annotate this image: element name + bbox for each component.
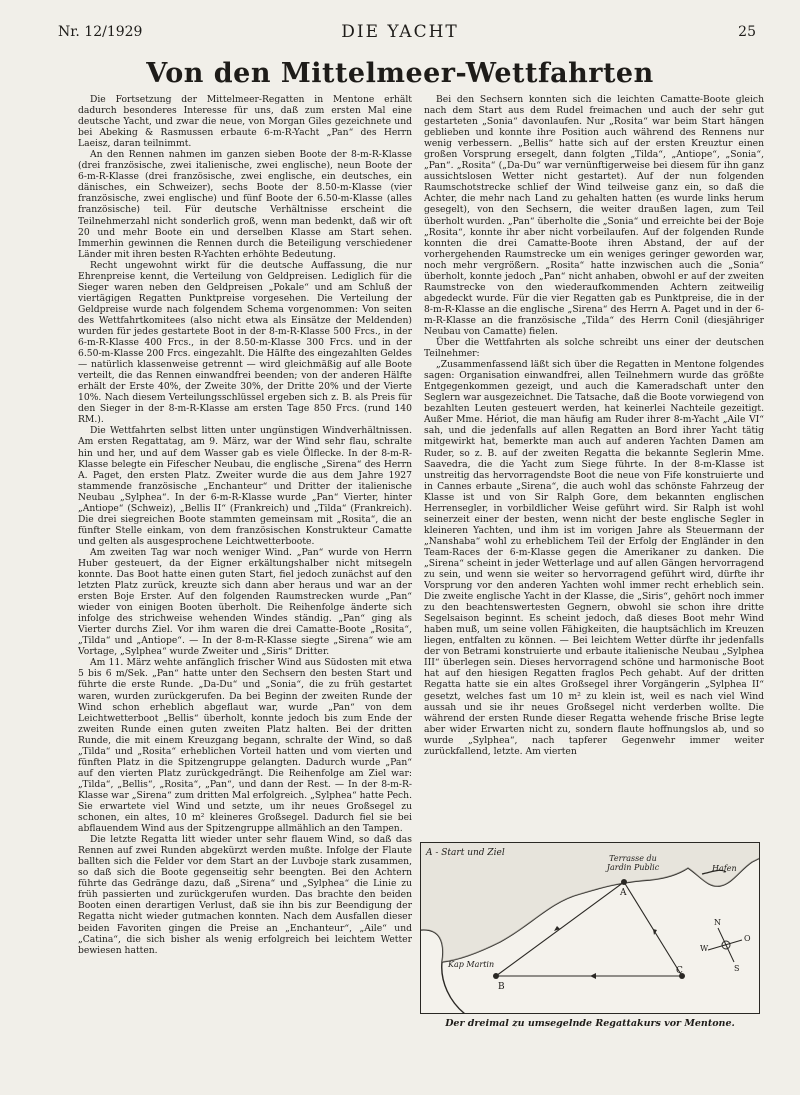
harbor-label: Hafen [712, 864, 737, 873]
terrace-label: Terrasse du Jardin Public [606, 854, 660, 872]
compass-n: N [714, 918, 721, 927]
paragraph: Über die Wettfahrten als solche schreibt uns einer der deutschen Teilnehmer: [424, 337, 764, 360]
map-legend: A - Start und Ziel [426, 848, 505, 858]
compass-w: W [700, 944, 709, 953]
paragraph: Die Fortsetzung der Mittelmeer-Regatten in Mentone erhält dadurch besonderes Interesse für uns, daß zum ersten Mal eine deutsche Yacht, und zwar die neue, von Morgan Giles gezeichnete und bei Abeking & Rasmussen erbaute 6-m-R-Yacht „Pan“ des Herrn Laeisz, daran teilnimmt. [78, 94, 412, 150]
paragraph: „Zusammenfassend läßt sich über die Regatten in Mentone folgendes sagen: Organisation einwandfrei, allen Teilnehmern wurde das größte Entgegenkommen gezeigt, und auch die Kameradschaft unter den Seglern war ausgezeichnet. Die Tatsache, daß die Boote vorwiegend von bezahlten Leuten gesteuert werden, hat keinerlei Nachteile gezeitigt. Außer Mme. Hériot, die man häufig am Ruder ihrer 8-m-Yacht „Aile VI“ sah, und die jedenfalls auf allen Regatten an Bord ihrer Yacht tätig mitgewirkt hat, bemerkte man auch auf anderen Yachten Damen am Ruder, so z. B. auf der zweiten Regatta die bekannte Seglerin Mme. Saavedra, die die Yacht zum Siege führte. In der 8-m-Klasse ist unstreitig das hervorragendste Boot die neue von Fife konstruierte und in Cannes erbaute „Sirena“, die auch wohl das schönste Fahrzeug der Klasse ist und von Sir Ralph Gore, dem bekannten englischen Herrensegler, in vorbildlicher Weise geführt wird. Sir Ralph ist wohl seinerzeit einer der besten, wenn nicht der beste englische Segler in kleineren Yachten, und ihm ist im vorigen Jahre als Steuermann der „Nanshaba“ wohl zu erheblichem Teil der Erfolg der Engländer in den Team-Races der 6-m-Klasse gegen die Amerikaner zu danken. Die „Sirena“ scheint in jeder Wetterlage und auf allen Gängen hervorragend zu sein, und wenn sie weiter so hervorragend geführt wird, dürfte ihr Vorsprung vor den anderen Yachten wohl immer recht erheblich sein. Die zweite englische Yacht in der Klasse, die „Siris“, gehört noch immer zu den beachtenswertesten Gegnern, obwohl sie schon ihre dritte Segelsaison beginnt. Es scheint jedoch, daß dieses Boot mehr Wind haben muß, um seine vollen Fähigkeiten, die hauptsächlich im Kreuzen liegen, entfalten zu können. — Bei leichtem Wetter dürfte ihr jedenfalls der von Betrami konstruierte und erbaute italienische Neubau „Sylphea III“ überlegen sein. Dieses hervorragend schöne und harmonische Boot hat auf den hiesigen Regatten fraglos Pech gehabt. Auf der dritten Regatta hatte sie ein altes Großsegel ihrer Vorgängerin „Sylphea II“ gesetzt, welches fast um 10 m² zu klein ist, weil es nach viel Wind aussah und sie ihr neues Großsegel nicht verderben wollte. Die während der ersten Runde dieser Regatta wehende frische Brise legte aber wider Erwarten nicht zu, sondern flaute hoffnungslos ab, und so wurde „Sylphea“, nach tapferer Gegenwehr immer weiter zurückfallend, letzte. Am vierten [424, 359, 764, 757]
buoy-label-b: B [498, 982, 505, 992]
map-frame [420, 842, 760, 1014]
paragraph: Am zweiten Tag war noch weniger Wind. „Pan“ wurde von Herrn Huber gesteuert, da der Eigner erkältungshalber nicht mitsegeln konnte. Das Boot hatte einen guten Start, fiel jedoch zunächst auf den letzten Platz zurück, kreuzte sich dann aber heraus und war an der ersten Boje Erster. Auf den folgenden Raumstrecken wurde „Pan“ wieder von einigen Booten überholt. Die Reihenfolge änderte sich infolge des strichweise wehenden Windes ständig. „Pan“ ging als Vierter durchs Ziel. Vor ihm waren die drei Camatte-Boote „Rosita“, „Tilda“ und „Antiope“. — In der 8-m-R-Klasse siegte „Sirena“ wie am Vortage, „Sylphea“ wurde Zweiter und „Siris“ Dritter. [78, 546, 412, 658]
compass-s: S [734, 964, 740, 973]
page-header [0, 22, 800, 46]
journal-title: DIE YACHT [341, 22, 459, 42]
buoy-label-c: C [676, 966, 683, 976]
compass-o: O [744, 934, 751, 943]
paragraph: Die Wettfahrten selbst litten unter ungünstigen Windverhältnissen. Am ersten Regattatag, am 9. März, war der Wind sehr flau, schralte hin und her, und auf dem Wasser gab es viele Ölflecke. In der 8-m-R-Klasse belegte ein Fifescher Neubau, die englische „Sirena“ des Herrn A. Paget, den ersten Platz. Zweiter wurde die aus dem Jahre 1927 stammende französische „Enchanteur“ und Dritter der italienische Neubau „Sylphea“. In der 6-m-R-Klasse wurde „Pan“ Vierter, hinter „Antiope“ (Schweiz), „Bellis II“ (Frankreich) und „Tilda“ (Frankreich). Die drei siegreichen Boote stammten gemeinsam mit „Rosita“, die an fünfter Stelle einkam, von dem französischen Konstrukteur Camatte und gelten als ausgesprochene Leichtwetterboote. [78, 425, 412, 547]
cape-label: Kap Martin [448, 960, 495, 969]
left-column [78, 94, 412, 1036]
paragraph: Bei den Sechsern konnten sich die leichten Camatte-Boote gleich nach dem Start aus dem Rudel freimachen und auch der sehr gut gestarteten „Sonia“ davonlaufen. Nur „Rosita“ war beim Start hängen geblieben und konnte ihre Position auch während des Rennens nur wenig verbessern. „Bellis“ hatte sich auf der ersten Kreuztur einen großen Vorsprung ersegelt, dann folgten „Tilda“, „Antiope“, „Sonia“, „Pan“. „Rosita“ („Da-Du“ war vernünftigerweise bei diesem für ihn ganz aussichtslosen Wetter nicht gestartet). Auf der nun folgenden Raumschotstrecke schlief der Wind teilweise ganz ein, so daß die Achter, die mehr nach Land zu gehalten hatten (es wurde links herum gesegelt), von den Sechsern, die weiter draußen lagen, zum Teil überholt wurden. „Pan“ überholte die „Sonia“ und erreichte bei der Boje „Rosita“, konnte ihr aber nicht vorbeilaufen. Auf der folgenden Runde konnten die drei Camatte-Boote ihren Abstand, der auf der vorhergehenden Raumstrecke um ein weniges geringer geworden war, noch mehr vergrößern. „Rosita“ hatte inzwischen auch die „Sonia“ überholt, konnte jedoch „Pan“ nicht anhaben, obwohl er auf der zweiten Raumstrecke von den wiederaufkommenden Achtern zeitweilig abgedeckt wurde. Für die vier Regatten gab es Punktpreise, die in der 8-m-R-Klasse an die englische „Sirena“ des Herrn A. Paget und in der 6-m-R-Klasse an die französische „Tilda“ des Herrn Conil (diesjähriger Neubau von Camatte) fielen. [424, 94, 764, 337]
paragraph: Am 11. März wehte anfänglich frischer Wind aus Südosten mit etwa 5 bis 6 m/Sek. „Pan“ hatte unter den Sechsern den besten Start und führte die erste Runde. „Da-Du“ und „Sonia“, die zu früh gestartet waren, wurden zurückgerufen. Da bei Beginn der zweiten Runde der Wind schon erheblich abgeflaut war, wurde „Pan“ von dem Leichtwetterboot „Bellis“ überholt, konnte jedoch bis zum Ende der zweiten Runde einen guten zweiten Platz halten. Bei der dritten Runde, die mit einem Kreuzgang begann, schralte der Wind, so daß „Tilda“ und „Rosita“ erheblichen Vorteil hatten und vom vierten und fünften Platz in die Spitzengruppe gelangten. Dadurch wurde „Pan“ auf den vierten Platz zurückgedrängt. Die Reihenfolge am Ziel war: „Tilda“, „Bellis“, „Rosita“, „Pan“, und dann der Rest. — In der 8-m-R-Klasse war „Sirena“ zum dritten Mal erfolgreich. „Sylphea“ hatte Pech. Sie erwartete viel Wind und setzte, um ihr neues Großsegel zu schonen, ein altes, 10 m² kleineres Großsegel. Dadurch fiel sie bei abflauendem Wind aus der Spitzengruppe allmählich an den Tampen. [78, 657, 412, 835]
issue-number: Nr. 12/1929 [58, 24, 143, 40]
right-column [424, 94, 764, 839]
paragraph: An den Rennen nahmen im ganzen sieben Boote der 8-m-R-Klasse (drei französische, zwei italienische, zwei englische), neun Boote der 6-m-R-Klasse (drei französische, zwei englische, ein deutsches, ein dänisches, ein Schweizer), sechs Boote der 8.50-m-Klasse (vier französische, zwei englische) und fünf Boote der 6.50-m-Klasse (alles französische) teil. Für deutsche Verhältnisse erscheint die Teilnehmerzahl nicht sonderlich groß, wenn man bedenkt, daß wir oft 20 und mehr Boote ein und derselben Klasse am Start sehen. Immerhin gewinnen die Rennen durch die Beteiligung verschiedener Länder mit ihren besten R-Yachten erhöhte Bedeutung. [78, 149, 412, 260]
article-title: Von den Mittelmeer-Wettfahrten [146, 58, 654, 89]
buoy-label-a: A [620, 888, 627, 898]
paragraph: Die letzte Regatta litt wieder unter sehr flauem Wind, so daß das Rennen auf zwei Runden abgekürzt werden mußte. Infolge der Flaute ballten sich die Felder vor dem Start an der Luvboje stark zusammen, so daß sich die Boote gegenseitig sehr beengten. Bei den Achtern führte das Gedränge dazu, daß „Sirena“ und „Sylphea“ die Linie zu früh passierten und zurückgerufen wurden. Das brachte den beiden Booten einen derartigen Verlust, daß sie ihn bis zur Beendigung der Regatta nicht wieder gutmachen konnten. Nach dem Ausfallen dieser beiden Favoriten gingen die Preise an „Enchanteur“, „Aile“ und „Catina“, die sich bisher als wenig erfolgreich bei leichtem Wetter bewiesen hatten. [78, 834, 412, 956]
map-caption: Der dreimal zu umsegelnde Regattakurs vor Mentone. [445, 1018, 735, 1029]
race-course-map [420, 842, 760, 1014]
page-number: 25 [738, 24, 756, 40]
paragraph: Recht ungewohnt wirkt für die deutsche Auffassung, die nur Ehrenpreise kennt, die Verteilung von Geldpreisen. Lediglich für die Sieger waren neben den Geldpreisen „Pokale“ und am Schluß der viertägigen Regatten Punktpreise vorgesehen. Die Verteilung der Geldpreise wurde nach folgendem Schema vorgenommen: Von seiten des Wettfahrtkomitees (also nicht etwa als Einsätze der Meldenden) wurden für jedes gestartete Boot in der 8-m-R-Klasse 500 Frcs., in der 6-m-R-Klasse 400 Frcs., in der 8.50-m-Klasse 300 Frcs. und in der 6.50-m-Klasse 200 Frcs. eingezahlt. Die Hälfte des eingezahlten Geldes — natürlich klassenweise getrennt — wird gleichmäßig auf alle Boote verteilt, die das Rennen einwandfrei beenden; von der anderen Hälfte erhält der Erste 40%, der Zweite 30%, der Dritte 20% und der Vierte 10%. Nach diesem Verteilungsschlüssel ergeben sich z. B. als Preis für den Sieger in der 8-m-R-Klasse am ersten Tage 850 Frcs. (rund 140 RM.). [78, 259, 412, 426]
